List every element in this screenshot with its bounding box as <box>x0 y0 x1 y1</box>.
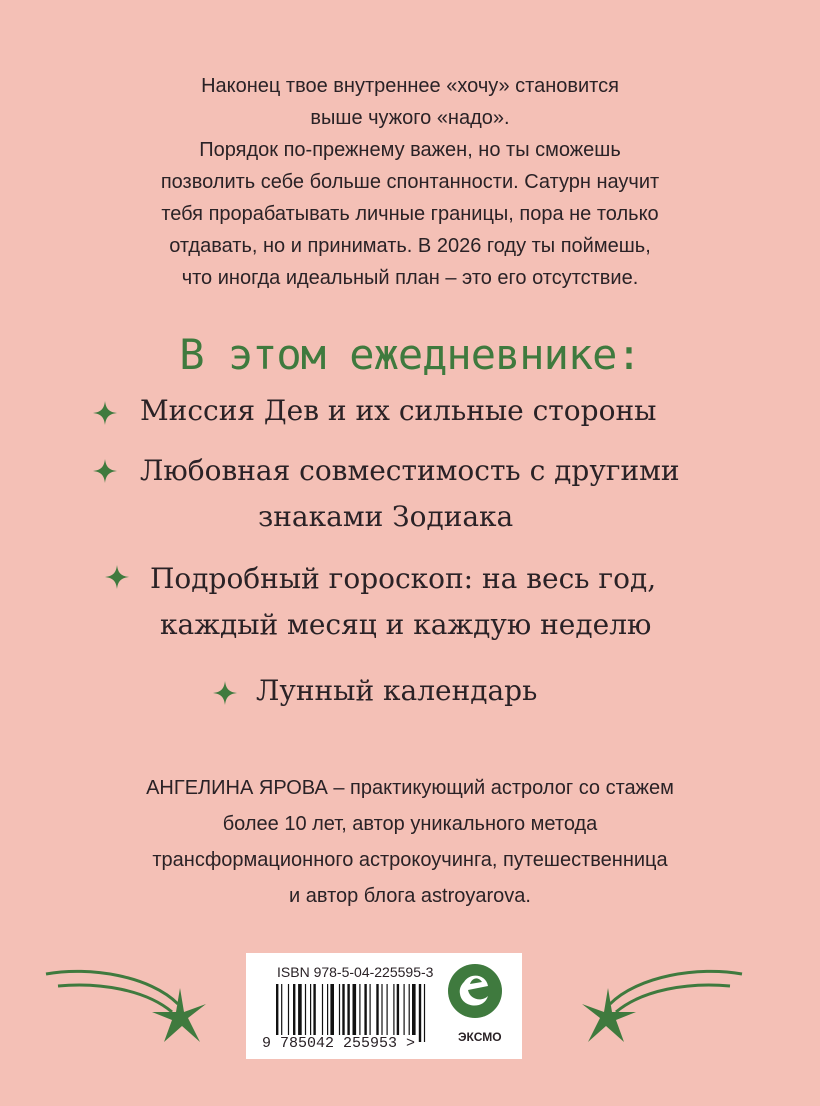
sparkle-icon <box>212 680 238 706</box>
intro-line: что иногда идеальный план – это его отсутствие. <box>181 267 639 289</box>
sparkle-icon <box>92 458 118 484</box>
intro-line: Порядок по-прежнему важен, но ты сможешь <box>199 139 621 161</box>
shooting-star-icon <box>548 960 748 1050</box>
feature-line: каждый месяц и каждую неделю <box>160 608 652 641</box>
sparkle-icon <box>104 564 130 590</box>
bio-line: и автор блога astroyarova. <box>289 885 531 907</box>
section-heading: В этом ежедневнике: <box>179 330 641 379</box>
intro-line: тебя прорабатывать личные границы, пора не только <box>161 203 659 225</box>
feature-item <box>256 668 537 714</box>
publisher-logo-icon <box>446 962 504 1020</box>
feature-line: Любовная совместимость с другими <box>140 454 680 487</box>
intro-line: позволить себе больше спонтанности. Сатурн научит <box>160 171 660 193</box>
feature-line: Миссия Дев и их сильные стороны <box>140 394 657 427</box>
feature-item <box>140 448 680 540</box>
bio-line: АНГЕЛИНА ЯРОВА – практикующий астролог со стажем <box>146 777 674 799</box>
author-bio <box>60 770 760 914</box>
intro-line: Наконец твое внутреннее «хочу» становится <box>201 75 619 97</box>
intro-text <box>60 70 760 294</box>
sparkle-icon <box>92 400 118 426</box>
feature-line: Подробный гороскоп: на весь год, <box>150 562 657 595</box>
intro-line: отдавать, но и принимать. В 2026 году ты поймешь, <box>169 235 651 257</box>
feature-line: Лунный календарь <box>256 674 538 707</box>
bio-line: более 10 лет, автор уникального метода <box>222 813 598 835</box>
publisher-name: ЭКСМО <box>458 1030 502 1044</box>
shooting-star-icon <box>40 960 240 1050</box>
isbn-label: ISBN 978-5-04-225595-3 <box>277 964 434 980</box>
feature-item <box>140 388 656 434</box>
feature-item <box>150 556 656 648</box>
ean-number: 9 785042 255953 > <box>262 1035 416 1052</box>
intro-line: выше чужого «надо». <box>310 107 510 129</box>
bio-line: трансформационного астрокоучинга, путешественница <box>152 849 668 871</box>
barcode-bars <box>276 984 464 1042</box>
feature-line: знаками Зодиака <box>258 500 514 533</box>
